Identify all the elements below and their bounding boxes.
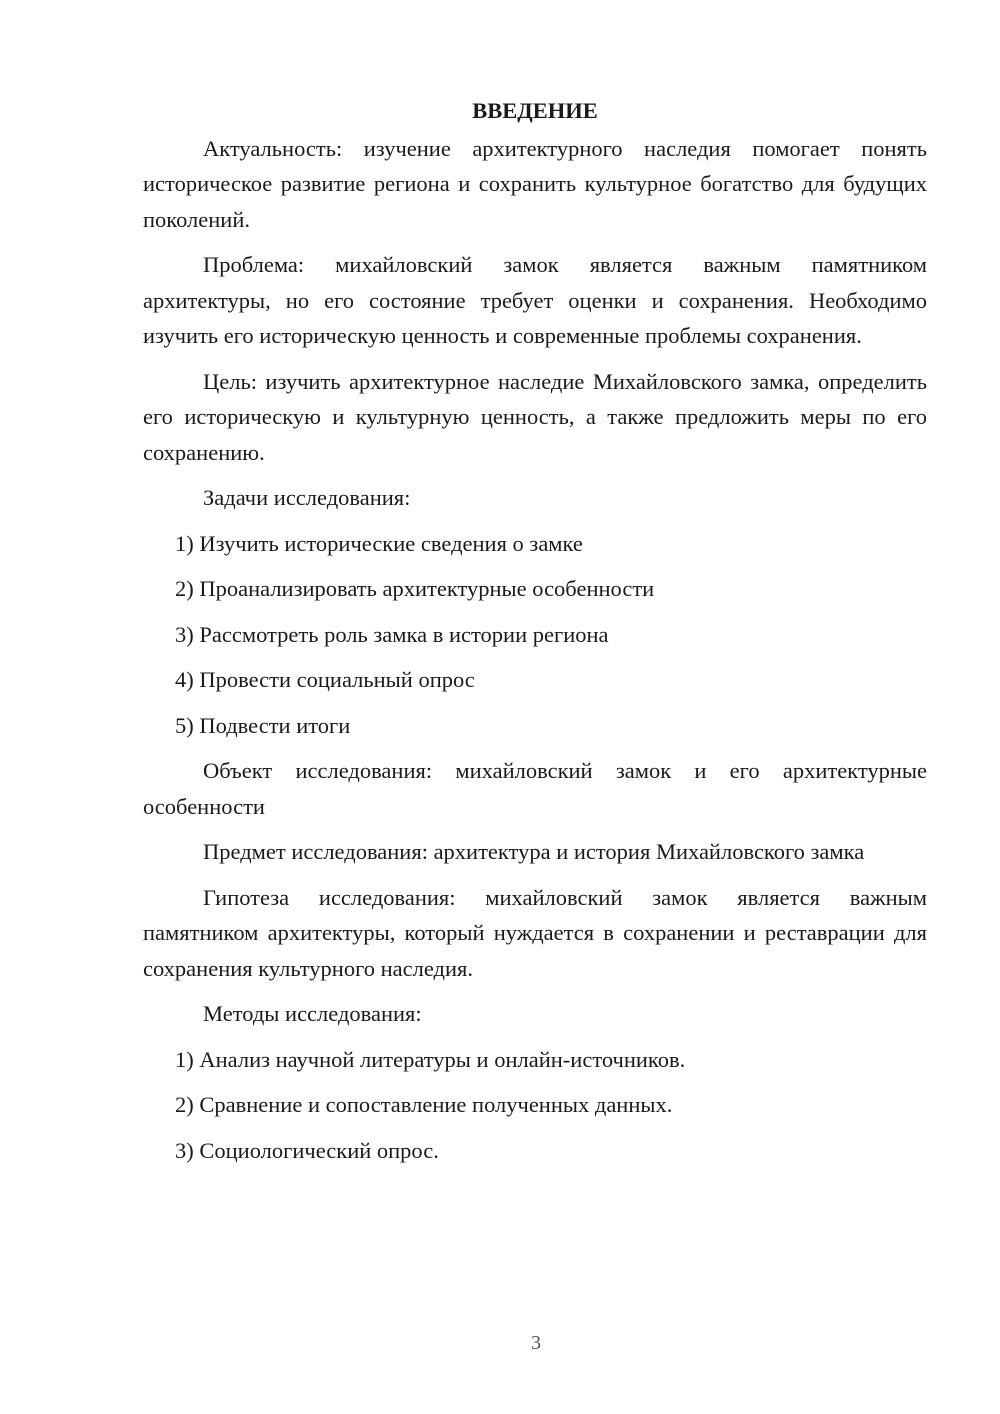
list-item: 2) Сравнение и сопоставление полученных данных. <box>175 1092 673 1117</box>
tasks-list <box>143 526 927 744</box>
subject-paragraph: Предмет исследования: архитектура и история Михайловского замка <box>203 839 865 864</box>
list-item: 5) Подвести итоги <box>175 712 351 738</box>
page-title: ВВЕДЕНИЕ <box>472 98 598 123</box>
list-item: 2) Проанализировать архитектурные особенности <box>175 576 655 601</box>
page-content <box>143 93 927 1178</box>
tasks-title: Задачи исследования: <box>203 485 411 510</box>
methods-title: Методы исследования: <box>203 1001 422 1026</box>
list-item: 1) Изучить исторические сведения о замке <box>175 530 583 556</box>
list-item: 4) Провести социальный опрос <box>175 667 475 692</box>
object-paragraph: Объект исследования: михайловский замок и его архитектурные особенности <box>143 758 927 819</box>
list-item: 1) Анализ научной литературы и онлайн-источников. <box>175 1046 686 1072</box>
hypothesis-paragraph: Гипотеза исследования: михайловский замок является важным памятником архитектуры, который нуждается в сохранении и реставрации для сохранения культурного наследия. <box>143 884 927 981</box>
relevance-paragraph: Актуальность: изучение архитектурного наследия помогает понять историческое развитие региона и сохранить культурное богатство для будущих поколений. <box>143 135 927 232</box>
page-number: 3 <box>531 1332 541 1354</box>
list-item: 3) Социологический опрос. <box>175 1137 439 1163</box>
problem-paragraph: Проблема: михайловский замок является важным памятником архитектуры, но его состояние требует оценки и сохранения. Необходимо изучить его историческую ценность и современные проблемы сохранения. <box>143 252 927 348</box>
list-item: 3) Рассмотреть роль замка в истории региона <box>175 621 609 647</box>
goal-paragraph: Цель: изучить архитектурное наследие Михайловского замка, определить его историческую и культурную ценность, а также предложить меры по его сохранению. <box>143 368 927 465</box>
methods-list <box>143 1042 927 1169</box>
